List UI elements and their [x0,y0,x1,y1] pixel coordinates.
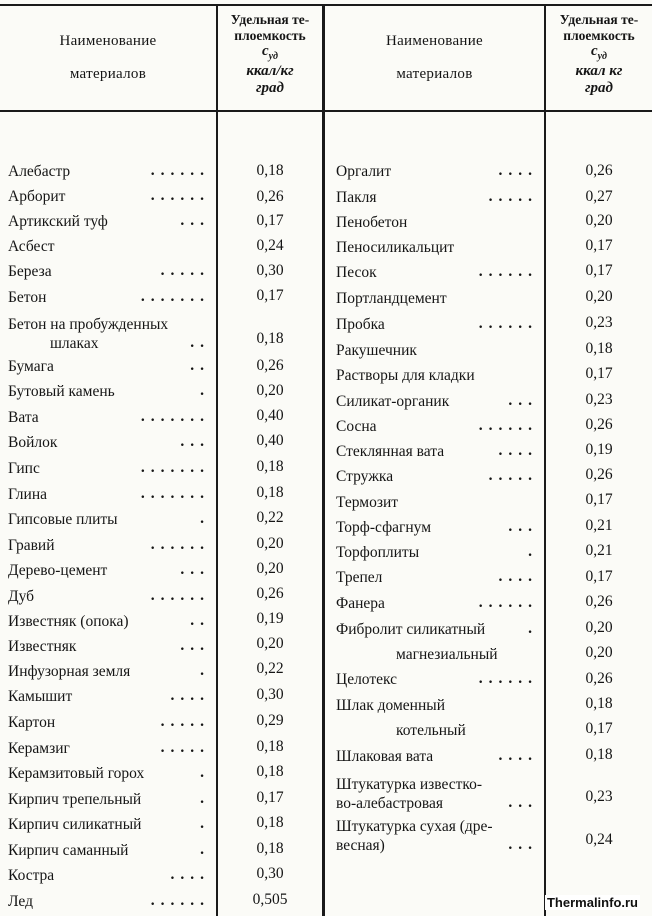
material-name: Растворы для кладки [336,367,475,384]
leader-dots: . [200,815,210,832]
leader-dots: .. [190,334,210,351]
material-name: Целотекс [336,671,398,688]
leader-dots: ..... [488,188,538,205]
material-name: Песок [336,264,377,281]
leader-dots: .... [170,866,210,883]
leader-dots: . [200,841,210,858]
material-name: Асбест [8,238,55,255]
leader-dots: . [200,382,210,399]
specific-heat-value: 0,20 [585,212,613,229]
leader-dots: . [200,510,210,527]
specific-heat-value: 0,30 [256,262,284,279]
top-rule [0,4,652,6]
header-unit-line5: град [585,79,613,96]
material-name: Кирпич силикатный [8,816,142,833]
material-name: Портландцемент [336,290,447,307]
specific-heat-value: 0,20 [585,644,613,661]
specific-heat-value: 0,17 [585,568,613,585]
specific-heat-value: 0,18 [256,330,284,347]
specific-heat-value: 0,26 [585,670,613,687]
material-name: Стеклянная вата [336,443,445,460]
material-name: Картон [8,714,56,731]
header-unit-symbol: $c_{уд}$ [261,43,279,63]
header-name-line2: материалов [396,65,473,82]
material-name: Пеносиликальцит [336,239,455,256]
material-name: Костра [8,867,55,884]
specific-heat-value: 0,22 [256,660,284,677]
header-unit-line5: град [256,79,284,96]
leader-dots: ...... [478,263,538,280]
specific-heat-value: 0,23 [585,788,613,805]
leader-dots: ... [508,794,538,811]
leader-dots: ...... [150,187,210,204]
material-name: Оргалит [336,163,392,180]
specific-heat-value: 0,26 [585,593,613,610]
specific-heat-value: 0,30 [256,865,284,882]
material-name: Бумага [8,358,54,375]
leader-dots: . [528,543,538,560]
specific-heat-value: 0,22 [256,509,284,526]
right-column-divider [544,4,546,916]
specific-heat-value: 0,17 [256,287,284,304]
leader-dots: ...... [478,670,538,687]
header-name-line1: Наименование [59,33,157,49]
specific-heat-value: 0,17 [585,237,613,254]
header-unit-line2: плоемкость [234,27,306,43]
specific-heat-value: 0,18 [585,746,613,763]
leader-dots: ...... [150,587,210,604]
specific-heat-value: 0,17 [585,720,613,737]
center-divider [322,4,325,916]
specific-heat-value: 0,29 [256,712,284,729]
leader-dots: ...... [478,417,538,434]
specific-heat-value: 0,18 [256,162,284,179]
specific-heat-value: 0,20 [585,288,613,305]
header-unit-line1: Удельная те- [230,12,310,27]
material-name: Пакля [336,189,377,206]
material-name: магнезиальный [396,646,498,663]
leader-dots: ... [180,433,210,450]
specific-heat-value: 0,40 [256,407,284,424]
leader-dots: ...... [478,594,538,611]
header-unit-line4: ккал/кг [246,62,294,79]
material-name: Силикат-органик [336,393,450,410]
material-name: Дерево-цемент [8,562,108,579]
material-name: Гравий [8,537,55,554]
material-name: Фибролит силикатный [336,621,486,638]
leader-dots: .... [498,442,538,459]
specific-heat-value: 0,24 [256,237,284,254]
leader-dots: . [528,620,538,637]
material-name: Бутовый камень [8,383,115,400]
specific-heat-value: 0,21 [585,542,613,559]
material-name: Пенобетон [336,214,408,231]
specific-heat-value: 0,26 [585,162,613,179]
watermark: Thermalinfo.ru [546,895,638,910]
left-name-header [0,32,216,84]
leader-dots: ... [508,836,538,853]
material-name: Термозит [336,494,399,511]
specific-heat-value: 0,17 [585,365,613,382]
material-name: Штукатурка известко- во-алебастровая [336,776,483,812]
material-name: Керамзитовый горох [8,765,145,782]
leader-dots: ... [180,212,210,229]
specific-heat-value: 0,17 [585,491,613,508]
specific-heat-value: 0,18 [256,738,284,755]
header-name-line2: материалов [69,65,147,82]
material-name: Сосна [336,418,377,435]
material-name: Гипсовые плиты [8,511,118,528]
specific-heat-value: 0,19 [256,610,284,627]
leader-dots: ....... [140,288,210,305]
specific-heat-value: 0,23 [585,391,613,408]
material-name: Лед [8,893,33,910]
specific-heat-value: 0,26 [256,357,284,374]
material-name: Кирпич саманный [8,842,129,859]
material-name: Кирпич трепельный [8,791,142,808]
specific-heat-value: 0,17 [585,262,613,279]
leader-dots: ..... [160,262,210,279]
material-name-cont: шлаках [50,335,99,352]
specific-heat-value: 0,20 [256,382,284,399]
leader-dots: .. [190,357,210,374]
material-name: Пробка [336,316,385,333]
specific-heat-value: 0,18 [585,695,613,712]
specific-heat-value: 0,18 [256,814,284,831]
leader-dots: ...... [150,536,210,553]
specific-heat-value: 0,20 [256,560,284,577]
specific-heat-value: 0,18 [256,484,284,501]
leader-dots: ...... [478,315,538,332]
header-unit-line4: ккал кг [575,62,623,79]
material-name: Фанера [336,595,385,612]
leader-dots: .... [170,687,210,704]
left-unit-header [218,12,322,97]
material-name: Ракушечник [336,342,417,359]
material-name: Инфузорная земля [8,663,131,680]
specific-heat-value: 0,20 [256,635,284,652]
specific-heat-value: 0,18 [585,340,613,357]
leader-dots: . [200,662,210,679]
material-name: Бетон [8,289,47,306]
specific-heat-value: 0,505 [252,891,288,908]
material-name: Трепел [336,569,383,586]
material-name: Стружка [336,468,394,485]
material-name: Вата [8,409,39,426]
right-name-header [325,32,544,84]
material-name: Арборит [8,188,66,205]
specific-heat-value: 0,26 [256,188,284,205]
leader-dots: ... [180,561,210,578]
specific-heat-value: 0,17 [256,789,284,806]
material-name-cont: во-алебастровая [336,795,443,812]
header-unit-line2: плоемкость [563,27,635,43]
leader-dots: ..... [160,713,210,730]
header-name-line1: Наименование [385,33,484,49]
leader-dots: ....... [140,459,210,476]
material-name: Глина [8,486,47,503]
material-name: Артикский туф [8,213,108,230]
specific-heat-value: 0,27 [585,188,613,205]
leader-dots: .... [498,747,538,764]
leader-dots: .... [498,162,538,179]
material-name: котельный [396,722,466,739]
material-name: Шлаковая вата [336,748,434,765]
specific-heat-value: 0,19 [585,441,613,458]
leader-dots: ...... [150,162,210,179]
specific-heat-value: 0,18 [256,763,284,780]
material-name: Шлак доменный [336,697,445,714]
leader-dots: ..... [488,467,538,484]
leader-dots: ... [508,392,538,409]
leader-dots: .. [190,612,210,629]
specific-heat-value: 0,20 [585,619,613,636]
material-name: Известняк [8,638,77,655]
specific-heat-value: 0,26 [256,585,284,602]
leader-dots: ...... [150,892,210,909]
leader-dots: ....... [140,408,210,425]
material-name: Керамзиг [8,740,70,757]
specific-heat-value: 0,26 [585,416,613,433]
leader-dots: .... [498,568,538,585]
material-name: Камышит [8,688,73,705]
leader-dots: . [200,790,210,807]
material-name: Торфоплиты [336,544,420,561]
header-rule [0,110,652,112]
header-unit-symbol: $c_{уд}$ [590,43,608,63]
material-name: Береза [8,263,52,280]
material-name: Известняк (опока) [8,613,129,630]
specific-heat-value: 0,18 [256,840,284,857]
specific-heat-value: 0,40 [256,432,284,449]
leader-dots: . [200,764,210,781]
material-name: Штукатурка сухая (дре- весная) [336,818,493,854]
specific-heat-value: 0,24 [585,831,613,848]
material-name: Гипс [8,460,40,477]
material-name: Торф-сфагнум [336,519,432,536]
specific-heat-value: 0,30 [256,686,284,703]
header-unit-line1: Удельная те- [559,12,639,27]
specific-heat-value: 0,21 [585,517,613,534]
right-unit-header [546,12,652,97]
leader-dots: ..... [160,739,210,756]
leader-dots: ....... [140,485,210,502]
material-name: Войлок [8,434,58,451]
specific-heat-value: 0,26 [585,466,613,483]
material-name-cont: весная) [336,837,385,854]
specific-heat-value: 0,17 [256,212,284,229]
material-name: Дуб [8,588,35,605]
leader-dots: ... [180,637,210,654]
material-name: Алебастр [8,163,71,180]
specific-heat-value: 0,20 [256,535,284,552]
specific-heat-value: 0,23 [585,314,613,331]
leader-dots: ... [508,518,538,535]
material-name: Бетон на пробужденных шлаках [8,316,169,352]
specific-heat-value: 0,18 [256,458,284,475]
